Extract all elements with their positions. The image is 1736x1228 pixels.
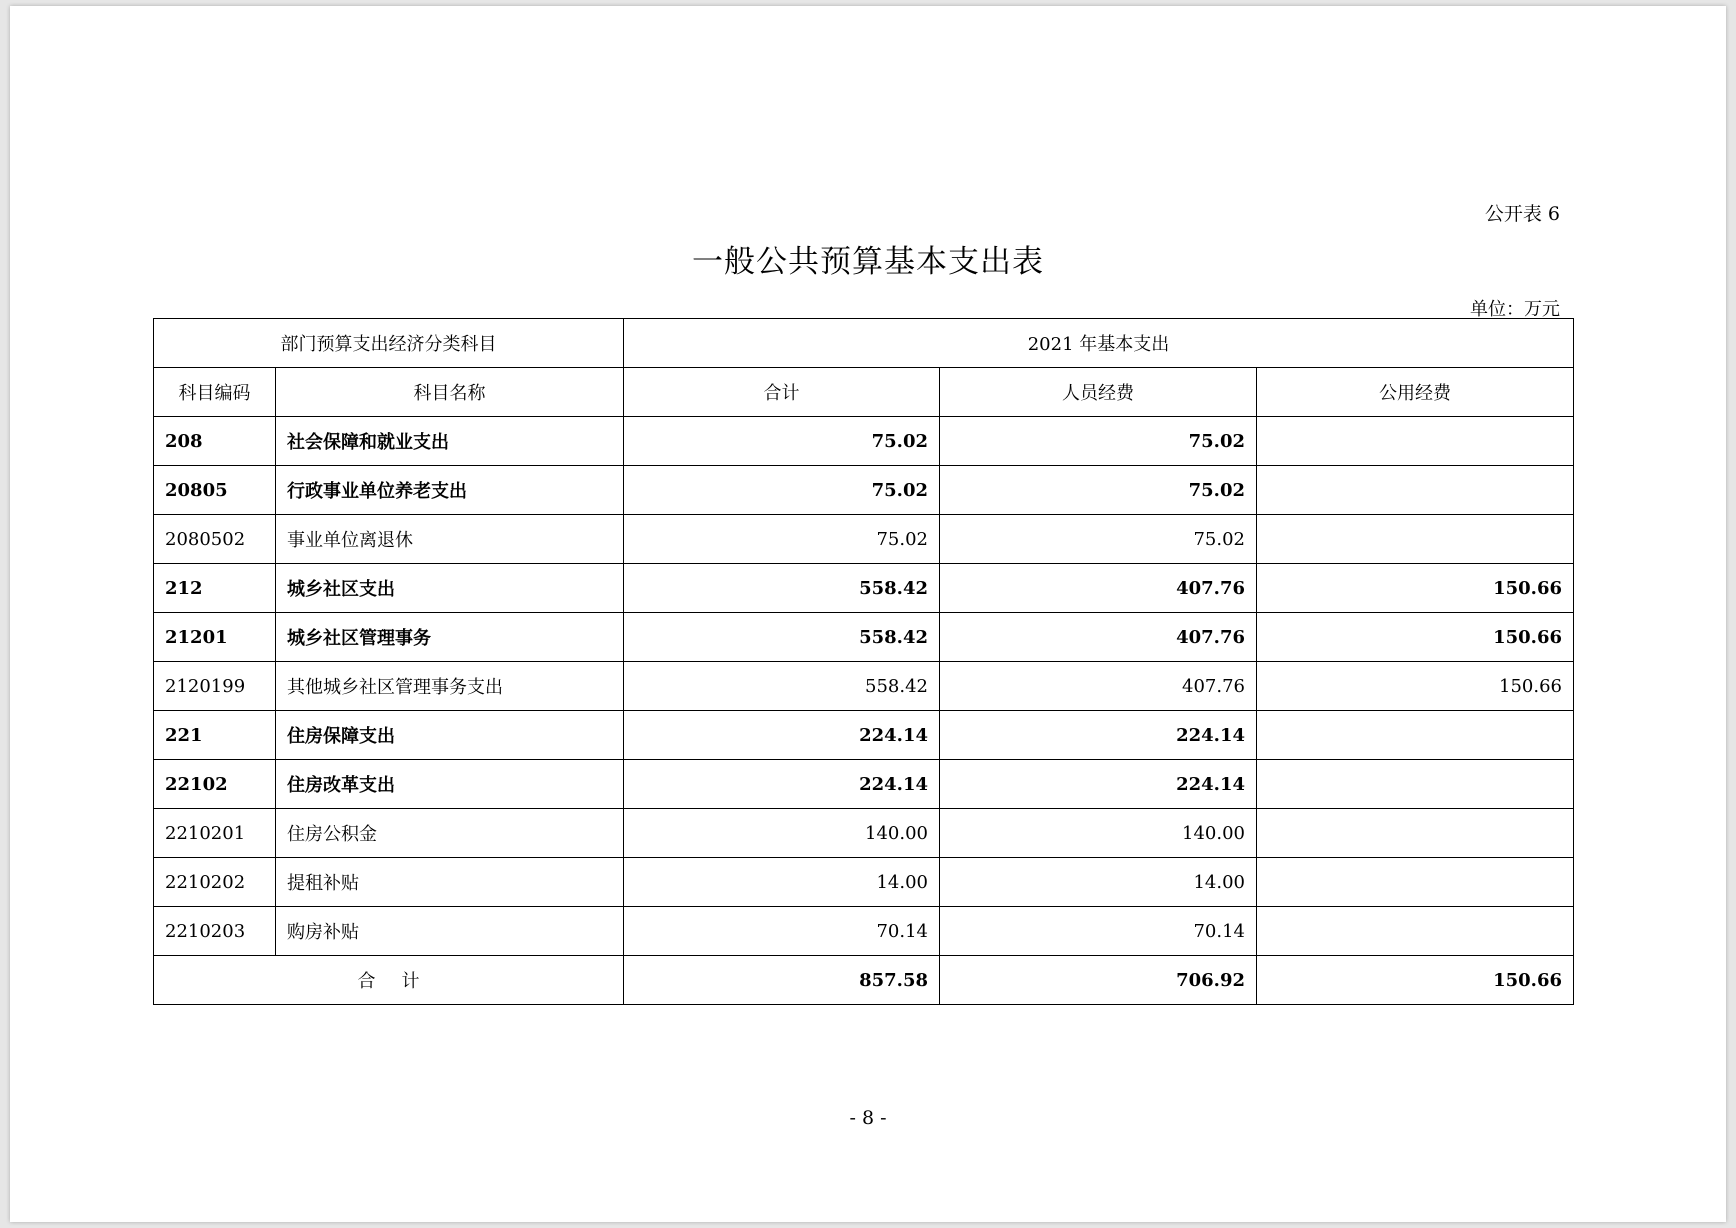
row-public: 150.66 xyxy=(1257,564,1574,613)
table-row xyxy=(154,662,1574,711)
row-personnel: 407.76 xyxy=(940,564,1257,613)
row-personnel: 75.02 xyxy=(940,466,1257,515)
row-name: 事业单位离退休 xyxy=(276,515,624,564)
row-public xyxy=(1257,907,1574,956)
row-code: 212 xyxy=(154,564,276,613)
row-total: 224.14 xyxy=(624,711,940,760)
row-code: 21201 xyxy=(154,613,276,662)
row-public xyxy=(1257,809,1574,858)
row-code: 2210202 xyxy=(154,858,276,907)
col-header-total: 合计 xyxy=(624,368,940,417)
row-personnel: 224.14 xyxy=(940,760,1257,809)
row-total: 75.02 xyxy=(624,515,940,564)
summary-personnel: 706.92 xyxy=(940,956,1257,1005)
table-row xyxy=(154,760,1574,809)
table-row xyxy=(154,417,1574,466)
table-row xyxy=(154,809,1574,858)
row-public xyxy=(1257,858,1574,907)
row-code: 2120199 xyxy=(154,662,276,711)
summary-total: 857.58 xyxy=(624,956,940,1005)
row-name: 其他城乡社区管理事务支出 xyxy=(276,662,624,711)
col-header-code: 科目编码 xyxy=(154,368,276,417)
row-code: 208 xyxy=(154,417,276,466)
summary-label-cell xyxy=(154,956,624,1005)
row-name: 住房改革支出 xyxy=(276,760,624,809)
row-code: 2080502 xyxy=(154,515,276,564)
row-public xyxy=(1257,760,1574,809)
row-code: 20805 xyxy=(154,466,276,515)
table-row xyxy=(154,858,1574,907)
row-total: 70.14 xyxy=(624,907,940,956)
group-header-right: 2021 年基本支出 xyxy=(624,319,1574,368)
row-public: 150.66 xyxy=(1257,613,1574,662)
row-name: 城乡社区支出 xyxy=(276,564,624,613)
page-title: 一般公共预算基本支出表 xyxy=(692,244,1044,280)
row-public xyxy=(1257,515,1574,564)
row-code: 2210201 xyxy=(154,809,276,858)
row-personnel: 70.14 xyxy=(940,907,1257,956)
row-personnel: 140.00 xyxy=(940,809,1257,858)
row-name: 行政事业单位养老支出 xyxy=(276,466,624,515)
row-total: 14.00 xyxy=(624,858,940,907)
row-name: 住房保障支出 xyxy=(276,711,624,760)
row-personnel: 407.76 xyxy=(940,613,1257,662)
table-row xyxy=(154,466,1574,515)
row-code: 2210203 xyxy=(154,907,276,956)
col-header-personnel: 人员经费 xyxy=(940,368,1257,417)
summary-row xyxy=(154,956,1574,1005)
row-personnel: 75.02 xyxy=(940,417,1257,466)
row-personnel: 14.00 xyxy=(940,858,1257,907)
row-personnel: 407.76 xyxy=(940,662,1257,711)
summary-label: 合计 xyxy=(357,971,446,992)
summary-public: 150.66 xyxy=(1257,956,1574,1005)
row-total: 140.00 xyxy=(624,809,940,858)
row-personnel: 75.02 xyxy=(940,515,1257,564)
row-code: 221 xyxy=(154,711,276,760)
group-header-left: 部门预算支出经济分类科目 xyxy=(154,319,624,368)
row-name: 社会保障和就业支出 xyxy=(276,417,624,466)
unit-label: 单位：万元 xyxy=(1470,299,1560,320)
column-header-row xyxy=(154,368,1574,417)
row-code: 22102 xyxy=(154,760,276,809)
row-name: 提租补贴 xyxy=(276,858,624,907)
row-total: 558.42 xyxy=(624,564,940,613)
row-name: 城乡社区管理事务 xyxy=(276,613,624,662)
row-total: 558.42 xyxy=(624,613,940,662)
col-header-public: 公用经费 xyxy=(1257,368,1574,417)
row-total: 558.42 xyxy=(624,662,940,711)
row-public xyxy=(1257,711,1574,760)
row-public: 150.66 xyxy=(1257,662,1574,711)
table-row xyxy=(154,907,1574,956)
row-name: 住房公积金 xyxy=(276,809,624,858)
table-row xyxy=(154,613,1574,662)
table-row xyxy=(154,564,1574,613)
row-public xyxy=(1257,466,1574,515)
row-total: 224.14 xyxy=(624,760,940,809)
row-total: 75.02 xyxy=(624,417,940,466)
budget-table xyxy=(153,318,1574,1005)
row-personnel: 224.14 xyxy=(940,711,1257,760)
row-total: 75.02 xyxy=(624,466,940,515)
table-row xyxy=(154,515,1574,564)
table-number: 公开表 6 xyxy=(1484,203,1560,225)
row-name: 购房补贴 xyxy=(276,907,624,956)
page-number: - 8 - xyxy=(849,1107,887,1129)
group-header-row xyxy=(154,319,1574,368)
table-row xyxy=(154,711,1574,760)
document-page xyxy=(10,6,1726,1222)
row-public xyxy=(1257,417,1574,466)
col-header-name: 科目名称 xyxy=(276,368,624,417)
